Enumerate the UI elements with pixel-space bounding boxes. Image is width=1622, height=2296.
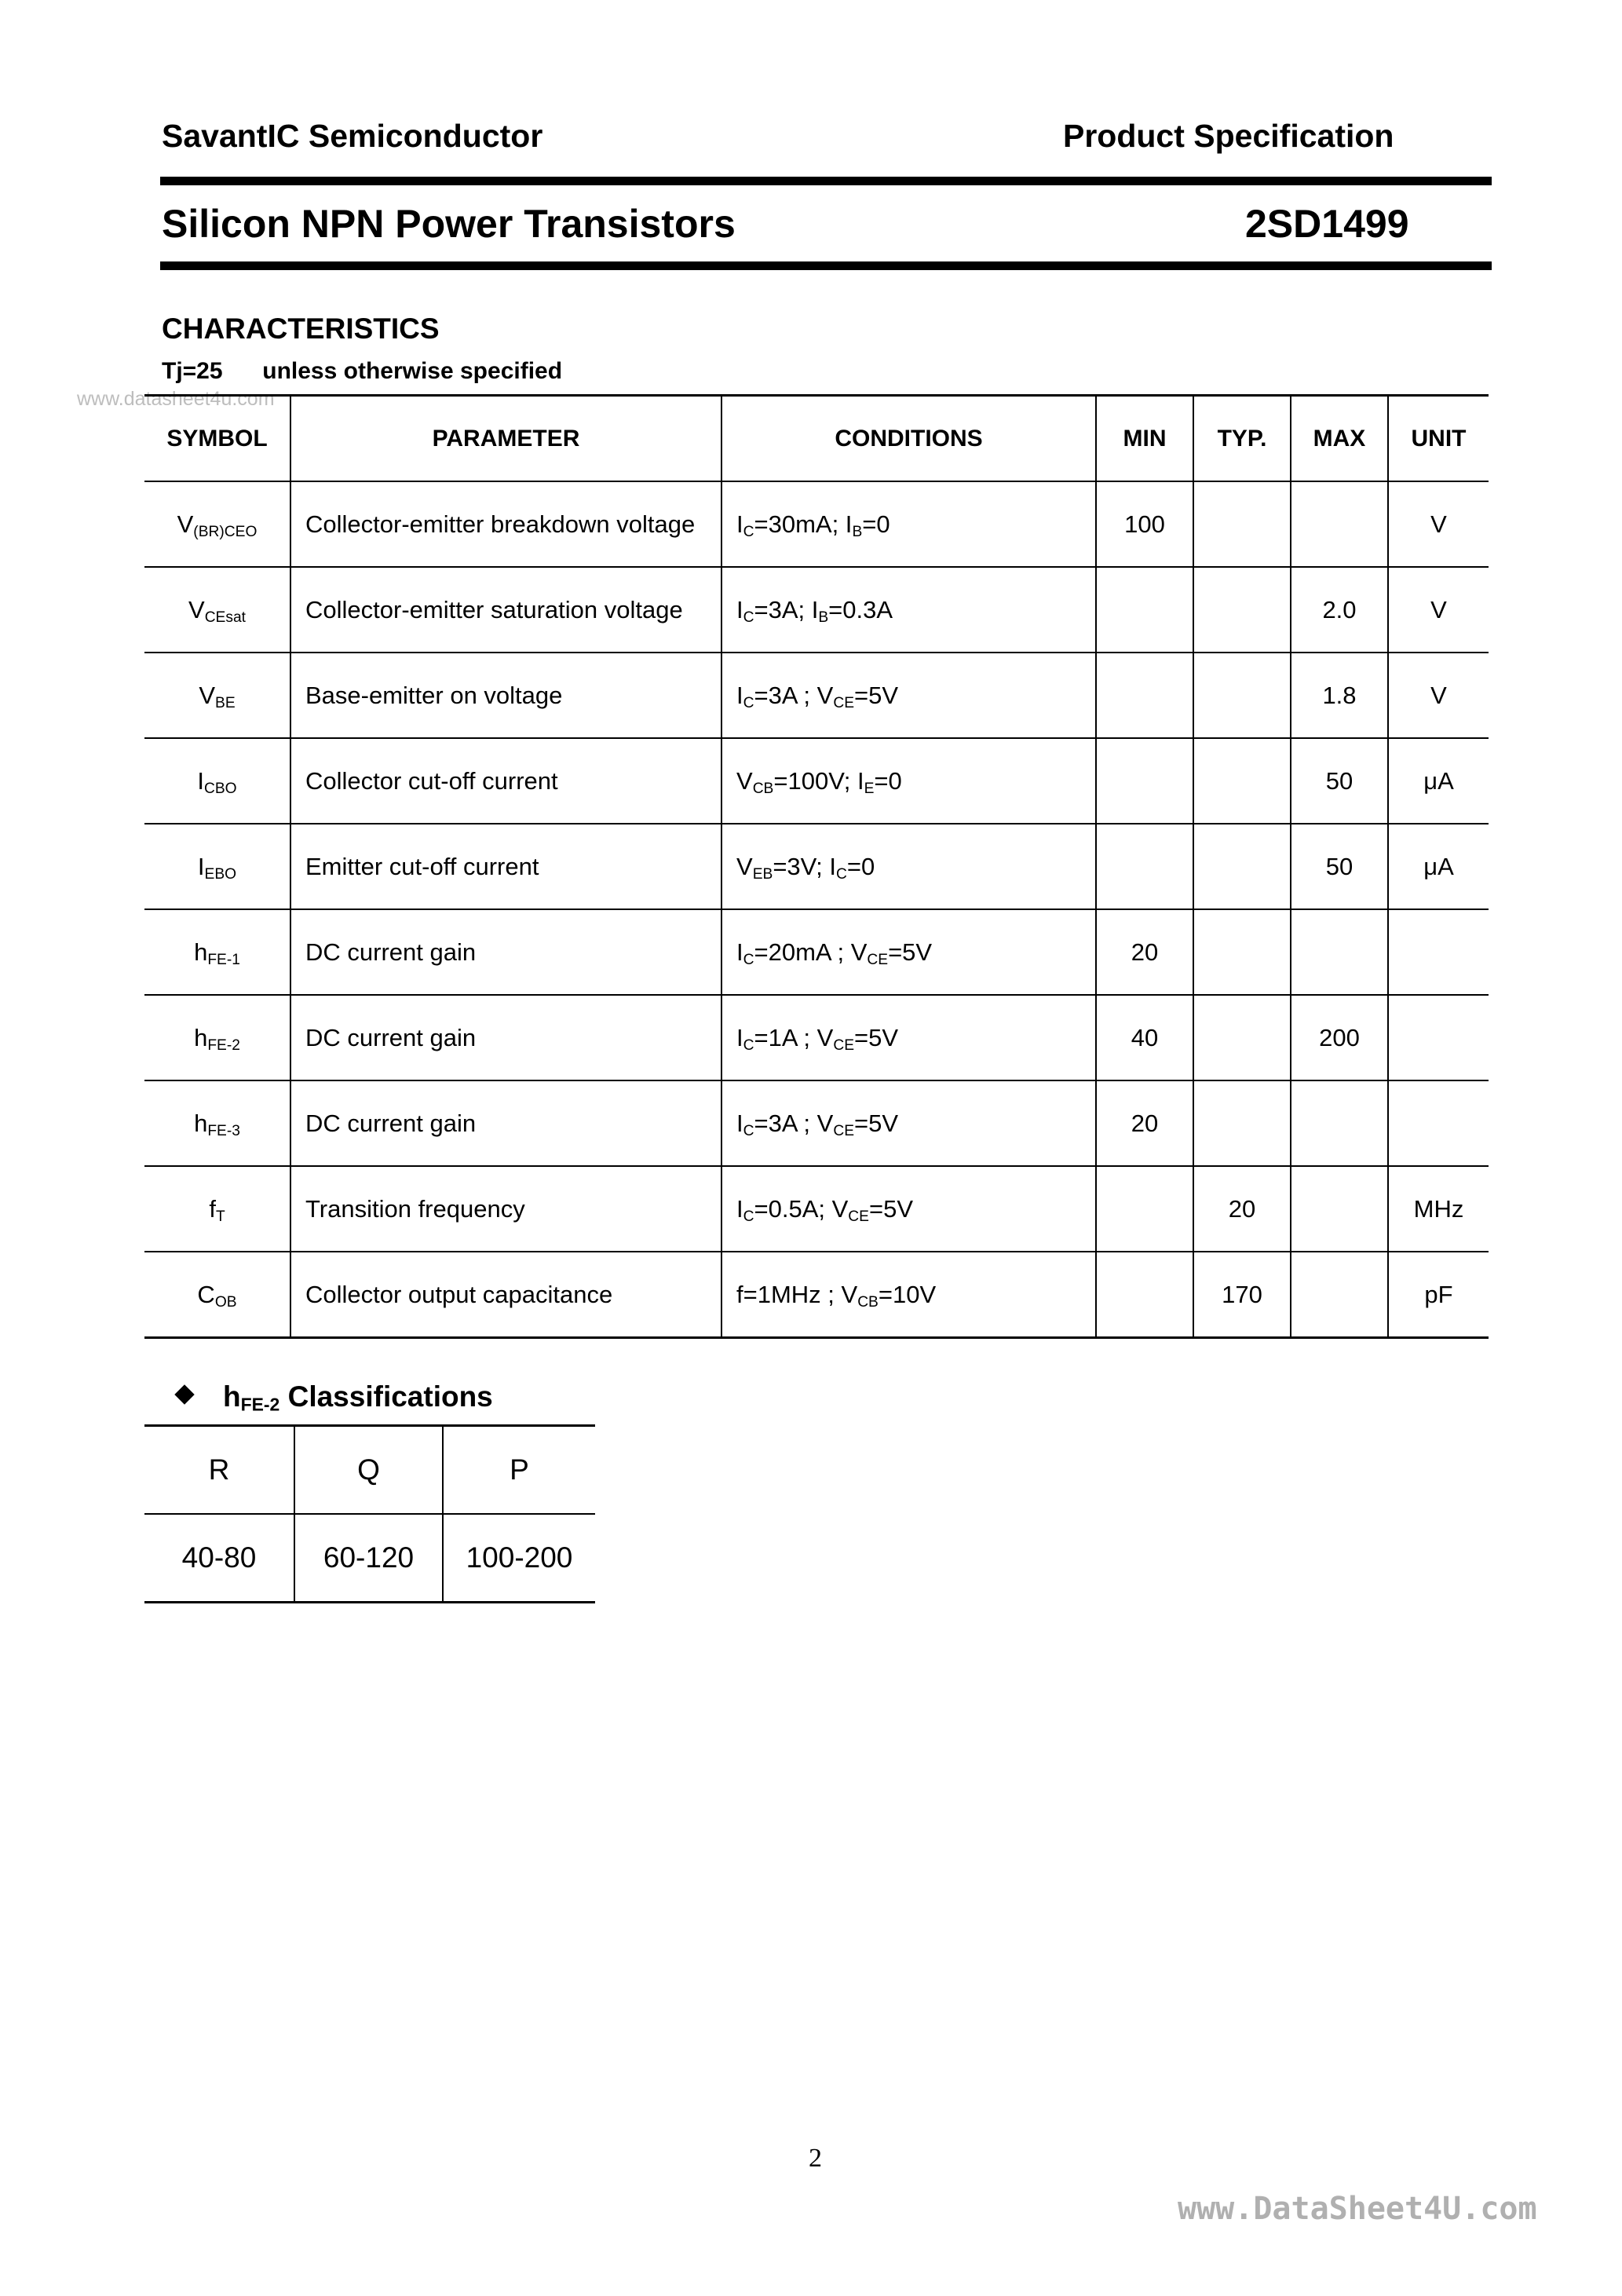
condition-subscript: C <box>743 694 754 711</box>
table-row <box>144 481 1489 567</box>
col-header-parameter: PARAMETER <box>290 396 721 482</box>
condition-text: V <box>736 852 753 880</box>
typ-cell: 20 <box>1193 1166 1291 1252</box>
typ-cell <box>1193 738 1291 824</box>
conditions-cell <box>721 1252 1096 1338</box>
condition-text: I <box>736 938 743 966</box>
typ-cell <box>1193 995 1291 1080</box>
conditions-cell <box>721 1080 1096 1166</box>
condition-text: I <box>736 1023 743 1051</box>
part-number: 2SD1499 <box>1245 202 1409 246</box>
symbol-main: V <box>188 595 205 623</box>
symbol-main: f <box>209 1194 216 1223</box>
condition-text: =5V <box>888 938 933 966</box>
max-cell <box>1291 1080 1388 1166</box>
table-row <box>144 1252 1489 1338</box>
header-top-rule <box>160 177 1492 185</box>
symbol-subscript: FE-1 <box>207 951 240 968</box>
condition-subscript: CE <box>833 1036 855 1054</box>
parameter-cell: Base-emitter on voltage <box>290 653 721 738</box>
min-cell <box>1096 653 1193 738</box>
max-cell: 2.0 <box>1291 567 1388 653</box>
col-header-conditions: CONDITIONS <box>721 396 1096 482</box>
condition-text: =0.5A; V <box>754 1194 849 1223</box>
symbol-cell <box>144 909 290 995</box>
table-header-row <box>144 396 1489 482</box>
header-bottom-rule <box>160 261 1492 270</box>
diamond-bullet-icon <box>174 1384 194 1404</box>
condition-text: =0 <box>862 510 890 538</box>
condition-text: =5V <box>854 1023 899 1051</box>
class-range: 60-120 <box>294 1514 443 1603</box>
company-name: SavantIC Semiconductor <box>162 118 543 154</box>
parameter-cell: DC current gain <box>290 995 721 1080</box>
unit-cell: μA <box>1388 738 1489 824</box>
condition-subscript: C <box>743 1036 754 1054</box>
classification-range-row <box>144 1514 595 1603</box>
condition-text: =1A ; V <box>754 1023 834 1051</box>
condition-text: =10V <box>878 1280 937 1308</box>
typ-cell <box>1193 824 1291 909</box>
condition-text: =3V; I <box>773 852 837 880</box>
page-number: 2 <box>809 2144 822 2173</box>
col-header-typ: TYP. <box>1193 396 1291 482</box>
symbol-subscript: FE-2 <box>207 1036 240 1054</box>
classification-title-rest: Classifications <box>279 1380 493 1413</box>
min-cell <box>1096 824 1193 909</box>
condition-subscript: C <box>743 523 754 540</box>
condition-text: =20mA ; V <box>754 938 868 966</box>
symbol-main: I <box>197 852 205 880</box>
parameter-cell: DC current gain <box>290 909 721 995</box>
parameter-cell: Emitter cut-off current <box>290 824 721 909</box>
symbol-cell <box>144 1080 290 1166</box>
condition-text: =0 <box>846 852 875 880</box>
max-cell <box>1291 1252 1388 1338</box>
condition-subscript: C <box>743 609 754 626</box>
class-label: Q <box>294 1426 443 1515</box>
document-type: Product Specification <box>1063 118 1394 154</box>
max-cell: 200 <box>1291 995 1388 1080</box>
table-row <box>144 567 1489 653</box>
max-cell: 50 <box>1291 738 1388 824</box>
symbol-cell <box>144 567 290 653</box>
col-header-unit: UNIT <box>1388 396 1489 482</box>
condition-text: =100V; I <box>773 766 864 795</box>
condition-text: =3A ; V <box>754 1109 834 1137</box>
condition-subscript: C <box>743 1208 754 1225</box>
condition-text: f=1MHz ; V <box>736 1280 858 1308</box>
max-cell <box>1291 909 1388 995</box>
condition-text: =5V <box>868 1194 913 1223</box>
condition-subscript: C <box>743 951 754 968</box>
condition-text: =3A ; V <box>754 681 834 709</box>
symbol-cell <box>144 481 290 567</box>
unit-cell: V <box>1388 567 1489 653</box>
min-cell: 20 <box>1096 1080 1193 1166</box>
condition-subscript: EB <box>752 865 773 883</box>
test-condition <box>162 358 562 385</box>
condition-text: =3A; I <box>754 595 819 623</box>
table-row <box>144 653 1489 738</box>
condition-text: =0.3A <box>828 595 893 623</box>
symbol-subscript: BE <box>215 694 236 711</box>
condition-subscript: CB <box>857 1293 879 1311</box>
typ-cell <box>1193 653 1291 738</box>
conditions-cell <box>721 481 1096 567</box>
typ-cell <box>1193 481 1291 567</box>
condition-subscript: CE <box>833 1122 855 1139</box>
condition-subscript: CE <box>833 694 855 711</box>
conditions-cell <box>721 738 1096 824</box>
table-row <box>144 909 1489 995</box>
typ-cell: 170 <box>1193 1252 1291 1338</box>
condition-subscript: CE <box>867 951 889 968</box>
table-row <box>144 995 1489 1080</box>
typ-cell <box>1193 567 1291 653</box>
parameter-cell: Collector output capacitance <box>290 1252 721 1338</box>
class-label: P <box>443 1426 595 1515</box>
characteristics-heading: CHARACTERISTICS <box>162 313 440 345</box>
condition-text: =30mA; I <box>754 510 853 538</box>
typ-cell <box>1193 909 1291 995</box>
characteristics-table-body <box>144 481 1489 1338</box>
condition-text: V <box>736 766 753 795</box>
max-cell <box>1291 481 1388 567</box>
symbol-main: C <box>197 1280 215 1308</box>
watermark-bottom: www.DataSheet4U.com <box>1178 2191 1537 2227</box>
condition-text: I <box>736 681 743 709</box>
parameter-cell: Collector cut-off current <box>290 738 721 824</box>
conditions-cell <box>721 653 1096 738</box>
classification-heading <box>177 1380 493 1413</box>
typ-cell <box>1193 1080 1291 1166</box>
min-cell <box>1096 567 1193 653</box>
table-row <box>144 1166 1489 1252</box>
product-line-title: Silicon NPN Power Transistors <box>162 202 736 246</box>
table-row <box>144 824 1489 909</box>
symbol-subscript: (BR)CEO <box>193 523 258 540</box>
symbol-cell <box>144 1166 290 1252</box>
symbol-main: h <box>194 1109 208 1137</box>
condition-text: =5V <box>854 681 899 709</box>
condition-text: =0 <box>874 766 902 795</box>
class-range: 100-200 <box>443 1514 595 1603</box>
max-cell <box>1291 1166 1388 1252</box>
unit-cell: MHz <box>1388 1166 1489 1252</box>
symbol-cell <box>144 653 290 738</box>
symbol-subscript: EBO <box>204 865 237 883</box>
symbol-subscript: FE-3 <box>207 1122 240 1139</box>
symbol-main: V <box>199 681 216 709</box>
symbol-main: I <box>197 766 204 795</box>
unit-cell: V <box>1388 653 1489 738</box>
max-cell: 1.8 <box>1291 653 1388 738</box>
min-cell <box>1096 1166 1193 1252</box>
symbol-cell <box>144 1252 290 1338</box>
parameter-cell: Collector-emitter saturation voltage <box>290 567 721 653</box>
parameter-cell: DC current gain <box>290 1080 721 1166</box>
symbol-cell <box>144 738 290 824</box>
min-cell: 40 <box>1096 995 1193 1080</box>
classification-title-sub: FE-2 <box>240 1394 280 1415</box>
condition-subscript: CB <box>752 780 774 797</box>
min-cell <box>1096 738 1193 824</box>
parameter-cell: Collector-emitter breakdown voltage <box>290 481 721 567</box>
symbol-main: h <box>194 1023 208 1051</box>
condition-subscript: B <box>852 523 863 540</box>
col-header-max: MAX <box>1291 396 1388 482</box>
condition-subscript: B <box>818 609 829 626</box>
condition-subscript: CE <box>848 1208 869 1225</box>
condition-subscript: E <box>864 780 875 797</box>
condition-text: =5V <box>854 1109 899 1137</box>
symbol-cell <box>144 824 290 909</box>
unit-cell: V <box>1388 481 1489 567</box>
class-range: 40-80 <box>144 1514 294 1603</box>
symbol-cell <box>144 995 290 1080</box>
unit-cell: μA <box>1388 824 1489 909</box>
min-cell: 100 <box>1096 481 1193 567</box>
classification-table <box>144 1424 595 1603</box>
max-cell: 50 <box>1291 824 1388 909</box>
min-cell <box>1096 1252 1193 1338</box>
unit-cell: pF <box>1388 1252 1489 1338</box>
condition-text: unless otherwise specified <box>262 358 563 384</box>
classification-title-main: h <box>223 1380 241 1413</box>
conditions-cell <box>721 824 1096 909</box>
conditions-cell <box>721 1166 1096 1252</box>
watermark-top: www.datasheet4u.com <box>77 388 275 410</box>
symbol-subscript: CBO <box>204 780 237 797</box>
col-header-symbol: SYMBOL <box>144 396 290 482</box>
condition-prefix: Tj=25 <box>162 358 223 384</box>
conditions-cell <box>721 995 1096 1080</box>
conditions-cell <box>721 567 1096 653</box>
symbol-subscript: T <box>215 1208 225 1225</box>
symbol-main: h <box>194 938 208 966</box>
condition-subscript: C <box>836 865 847 883</box>
condition-text: I <box>736 510 743 538</box>
characteristics-table <box>144 394 1489 1339</box>
condition-text: I <box>736 1194 743 1223</box>
col-header-min: MIN <box>1096 396 1193 482</box>
symbol-subscript: CEsat <box>204 609 246 626</box>
table-row <box>144 1080 1489 1166</box>
classification-class-row <box>144 1426 595 1515</box>
condition-text: I <box>736 1109 743 1137</box>
conditions-cell <box>721 909 1096 995</box>
condition-text: I <box>736 595 743 623</box>
class-label: R <box>144 1426 294 1515</box>
symbol-main: V <box>177 510 194 538</box>
unit-cell <box>1388 995 1489 1080</box>
symbol-subscript: OB <box>214 1293 237 1311</box>
condition-subscript: C <box>743 1122 754 1139</box>
min-cell: 20 <box>1096 909 1193 995</box>
parameter-cell: Transition frequency <box>290 1166 721 1252</box>
table-row <box>144 738 1489 824</box>
unit-cell <box>1388 909 1489 995</box>
unit-cell <box>1388 1080 1489 1166</box>
